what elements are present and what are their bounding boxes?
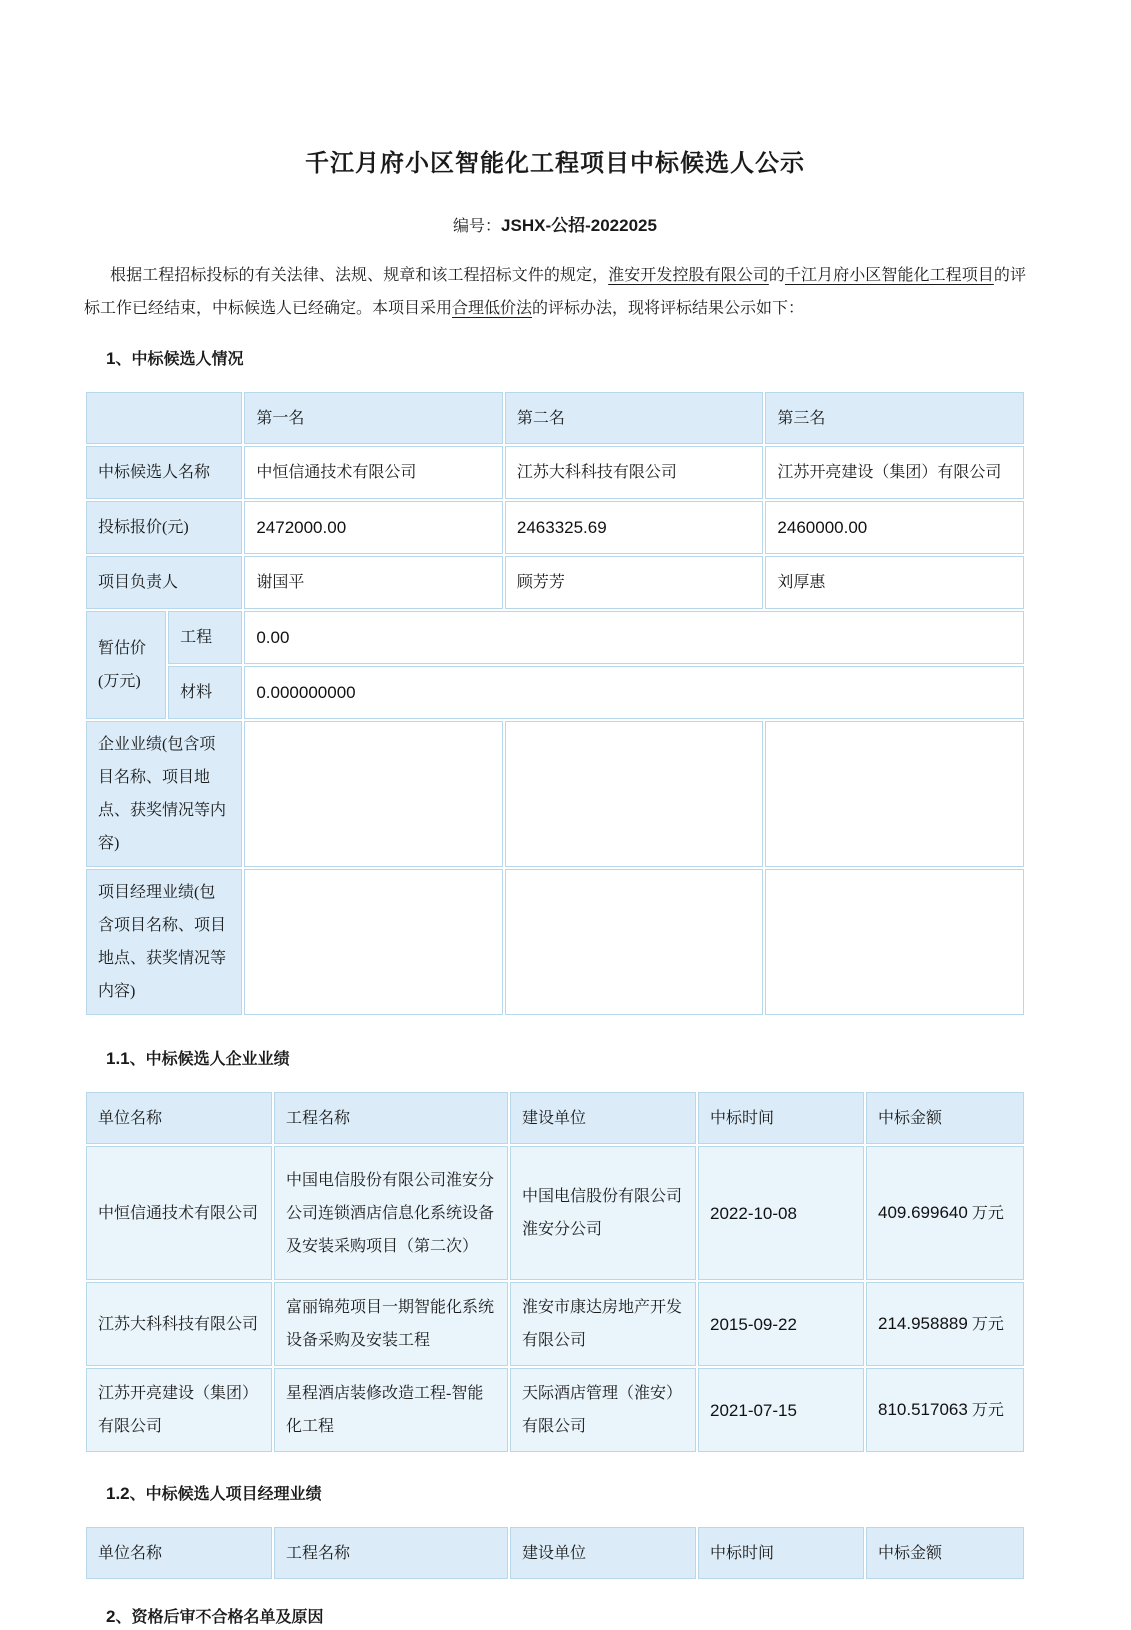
company-performance-table [84, 1090, 1026, 1454]
project-name-underlined: 千江月府小区智能化工程项目 [784, 267, 994, 284]
candidate-name-cell: 江苏大科科技有限公司 [505, 446, 764, 499]
document-page [84, 0, 1026, 1630]
amount-cell: 214.958889 万元 [866, 1282, 1024, 1366]
date-cell: 2022-10-08 [698, 1146, 864, 1280]
company-cell: 中恒信通技术有限公司 [86, 1146, 272, 1280]
performance-header-row [86, 1527, 1024, 1579]
owner-cell: 天际酒店管理（淮安）有限公司 [510, 1368, 696, 1452]
owner-cell: 淮安市康达房地产开发有限公司 [510, 1282, 696, 1366]
section-1-1-heading: 1.1、中标候选人企业业绩 [106, 1049, 290, 1068]
sub-label-cell: 工程 [168, 611, 242, 664]
provisional-engineering-value-cell: 0.00 [244, 611, 1024, 664]
column-header-cell: 工程名称 [274, 1527, 508, 1579]
column-header-cell: 中标时间 [698, 1527, 864, 1579]
corner-cell [86, 392, 242, 444]
bid-price-cell: 2463325.69 [505, 501, 764, 554]
tenderee-name-underlined: 淮安开发控股有限公司 [608, 267, 769, 284]
column-header-cell: 中标时间 [698, 1092, 864, 1144]
amount-cell: 409.699640 万元 [866, 1146, 1024, 1280]
empty-cell [505, 869, 764, 1015]
intro-text: 的评标办法，现将评标结果公示如下： [532, 300, 805, 317]
table-row [86, 1146, 1024, 1280]
column-header-cell: 中标金额 [866, 1092, 1024, 1144]
intro-text: 的 [768, 267, 785, 284]
sub-label-cell: 材料 [168, 666, 242, 719]
column-header-cell: 建设单位 [510, 1527, 696, 1579]
amount-cell: 810.517063 万元 [866, 1368, 1024, 1452]
empty-cell [244, 869, 503, 1015]
doc-number-value: JSHX-公招-2022025 [501, 216, 657, 235]
project-manager-cell: 顾芳芳 [505, 556, 764, 609]
empty-cell [244, 721, 503, 867]
empty-cell [505, 721, 764, 867]
project-manager-cell: 刘厚惠 [765, 556, 1024, 609]
candidate-name-row [86, 446, 1024, 499]
date-cell: 2021-07-15 [698, 1368, 864, 1452]
column-header-cell: 单位名称 [86, 1527, 272, 1579]
candidates-table [84, 390, 1026, 1017]
row-label-cell: 中标候选人名称 [86, 446, 242, 499]
table-row [86, 1368, 1024, 1452]
row-label-cell: 项目经理业绩(包含项目名称、项目地点、获奖情况等内容) [86, 869, 242, 1015]
doc-number-line [84, 214, 1026, 239]
page-title: 千江月府小区智能化工程项目中标候选人公示 [305, 151, 805, 177]
owner-cell: 中国电信股份有限公司淮安分公司 [510, 1146, 696, 1280]
candidates-header-row [86, 392, 1024, 444]
candidate-name-cell: 中恒信通技术有限公司 [244, 446, 503, 499]
bid-price-row [86, 501, 1024, 554]
pm-performance-table [84, 1525, 1026, 1581]
provisional-material-value-cell: 0.000000000 [244, 666, 1024, 719]
column-header-cell: 工程名称 [274, 1092, 508, 1144]
empty-cell [765, 721, 1024, 867]
intro-paragraph [84, 259, 1026, 325]
row-label-cell: 投标报价(元) [86, 501, 242, 554]
provisional-price-label-cell: 暂估价 (万元) [86, 611, 166, 719]
company-cell: 江苏大科科技有限公司 [86, 1282, 272, 1366]
project-manager-cell: 谢国平 [244, 556, 503, 609]
project-cell: 富丽锦苑项目一期智能化系统设备采购及安装工程 [274, 1282, 508, 1366]
empty-cell [765, 869, 1024, 1015]
section-1-heading: 1、中标候选人情况 [106, 349, 244, 368]
rank-header-cell: 第一名 [244, 392, 503, 444]
doc-number-label: 编号： [453, 218, 502, 235]
row-label-cell: 项目负责人 [86, 556, 242, 609]
project-cell: 中国电信股份有限公司淮安分公司连锁酒店信息化系统设备及安装采购项目（第二次） [274, 1146, 508, 1280]
table-row [86, 1282, 1024, 1366]
performance-header-row [86, 1092, 1024, 1144]
provisional-price-engineering-row [86, 611, 1024, 664]
section-1-2-heading: 1.2、中标候选人项目经理业绩 [106, 1484, 322, 1503]
bid-price-cell: 2472000.00 [244, 501, 503, 554]
project-manager-row [86, 556, 1024, 609]
provisional-price-material-row [86, 666, 1024, 719]
project-cell: 星程酒店装修改造工程-智能化工程 [274, 1368, 508, 1452]
column-header-cell: 单位名称 [86, 1092, 272, 1144]
date-cell: 2015-09-22 [698, 1282, 864, 1366]
company-cell: 江苏开亮建设（集团）有限公司 [86, 1368, 272, 1452]
evaluation-method-underlined: 合理低价法 [452, 300, 533, 317]
company-performance-row [86, 721, 1024, 867]
rank-header-cell: 第三名 [765, 392, 1024, 444]
section-2-heading: 2、资格后审不合格名单及原因 [106, 1607, 324, 1626]
column-header-cell: 中标金额 [866, 1527, 1024, 1579]
intro-text: 的评标工作已经结束，中标候选人已经确定。本项目采用 [84, 267, 1026, 317]
rank-header-cell: 第二名 [505, 392, 764, 444]
bid-price-cell: 2460000.00 [765, 501, 1024, 554]
pm-performance-row [86, 869, 1024, 1015]
row-label-cell: 企业业绩(包含项目名称、项目地点、获奖情况等内容) [86, 721, 242, 867]
intro-text: 根据工程招标投标的有关法律、法规、规章和该工程招标文件的规定， [110, 267, 609, 284]
column-header-cell: 建设单位 [510, 1092, 696, 1144]
candidate-name-cell: 江苏开亮建设（集团）有限公司 [765, 446, 1024, 499]
